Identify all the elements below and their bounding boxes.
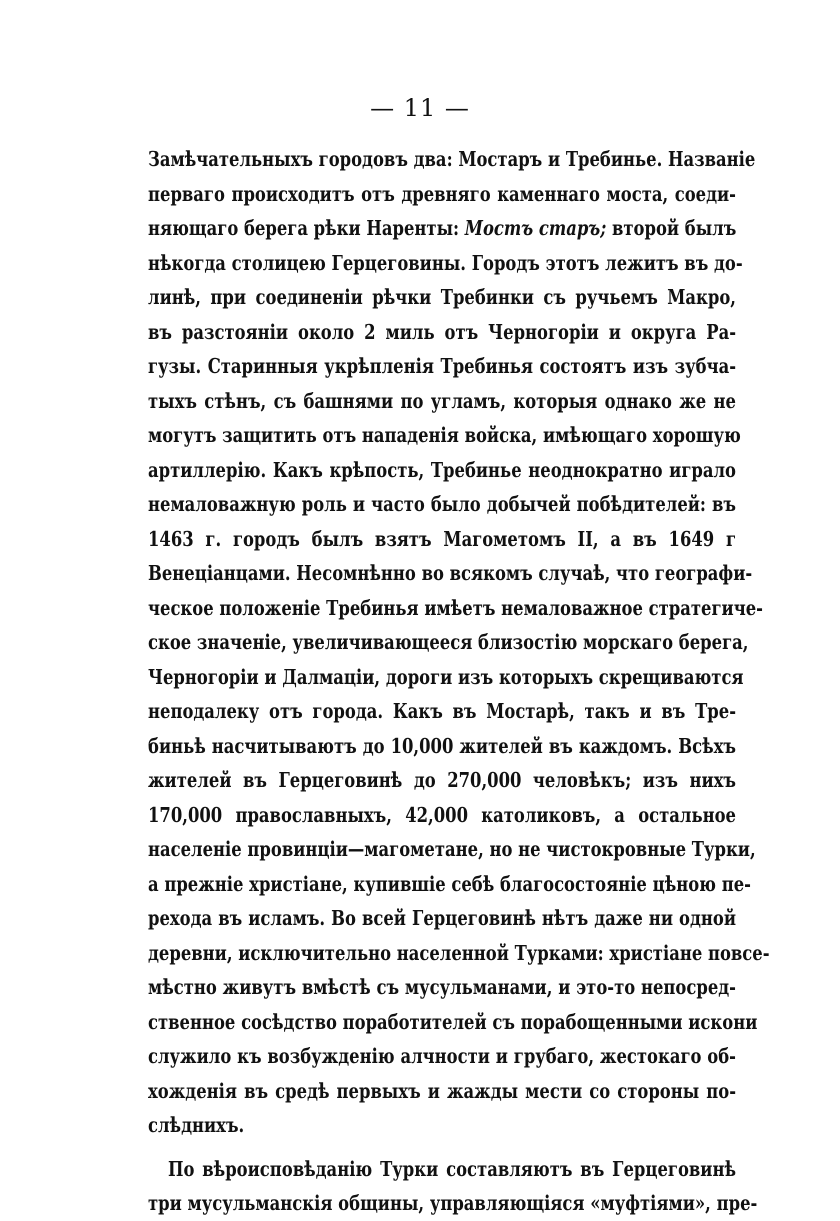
text-segment: няющаго берега рѣки Наренты: (148, 216, 460, 240)
text-line: слѣднихъ. (148, 1113, 245, 1137)
text-line: мѣстно живутъ вмѣстѣ съ мусульманами, и это-то непосред- (148, 975, 736, 999)
text-line: въ разстояніи около 2 миль отъ Черногоріи и округа Ра- (148, 319, 736, 344)
text-line: служило къ возбужденію алчности и грубаго, жестокаго об- (148, 1044, 736, 1068)
text-line: рехода въ исламъ. Во всей Герцеговинѣ нѣтъ даже ни одной (148, 906, 736, 930)
body-text (148, 142, 770, 1221)
text-line: населеніе провинціи—магометане, но не чистокровные Турки, (148, 837, 756, 861)
text-line: ское значеніе, увеличивающееся близостію морскаго берега, (148, 630, 749, 654)
text-line: линѣ, при соединеніи рѣчки Требинки съ ручьемъ Макро, (148, 285, 736, 309)
text-line: Замѣчательныхъ городовъ два: Мостаръ и Требинье. Названіе (148, 147, 756, 171)
text-line (148, 211, 736, 246)
text-line: гузы. Старинныя укрѣпленія Требинья состоятъ изъ зубча- (148, 354, 736, 378)
text-line: неподалеку отъ города. Какъ въ Мостарѣ, такъ и въ Тре- (148, 699, 736, 723)
text-line: жителей въ Герцеговинѣ до 270,000 человѣкъ; изъ нихъ (148, 768, 736, 792)
text-line: могутъ защитить отъ нападенія войска, имѣющаго хорошую (148, 423, 741, 447)
text-segment: второй былъ (611, 216, 737, 240)
text-line: ческое положеніе Требинья имѣетъ немаловажное стратегиче- (148, 595, 763, 620)
text-line: хожденія въ средѣ первыхъ и жажды мести со стороны по- (148, 1078, 736, 1103)
text-line: артиллерію. Какъ крѣпость, Требинье неоднократно играло (148, 457, 736, 482)
text-line: тыхъ стѣнъ, съ башнями по угламъ, которыя однако же не (148, 388, 736, 413)
text-line: перваго происходитъ отъ древняго каменнаго моста, соеди- (148, 181, 736, 206)
text-line: деревни, исключительно населенной Турками: христіане повсе- (148, 940, 770, 965)
text-line: 170,000 православныхъ, 42,000 католиковъ, а остальное (148, 802, 736, 827)
text-line: 1463 г. городъ былъ взятъ Магометомъ II, а въ 1649 г (148, 526, 736, 551)
italic-phrase: Мостъ старъ; (464, 216, 607, 240)
text-line: биньѣ насчитываютъ до 10,000 жителей въ каждомъ. Всѣхъ (148, 733, 736, 758)
text-line: немаловажную роль и часто было добычей побѣдителей: въ (148, 492, 736, 516)
text-line: Венеціанцами. Несомнѣнно во всякомъ случаѣ, что географи- (148, 561, 753, 585)
paragraph-start-line: По вѣроисповѣданію Турки составляютъ въ Герцеговинѣ (168, 1156, 736, 1181)
text-line: Черногоріи и Далмаціи, дороги изъ которыхъ скрещиваются (148, 664, 744, 689)
page-number: — 11 — (370, 94, 470, 122)
text-line: три мусульманскія общины, управляющіяся «муфтіями», пре- (148, 1191, 758, 1215)
text-line: а прежніе христіане, купившіе себѣ благосостояніе цѣною пе- (148, 871, 751, 896)
text-line: ственное сосѣдство поработителей съ порабощенными искони (148, 1009, 758, 1034)
text-line: нѣкогда столицею Герцеговины. Городъ этотъ лежитъ въ до- (148, 250, 743, 275)
